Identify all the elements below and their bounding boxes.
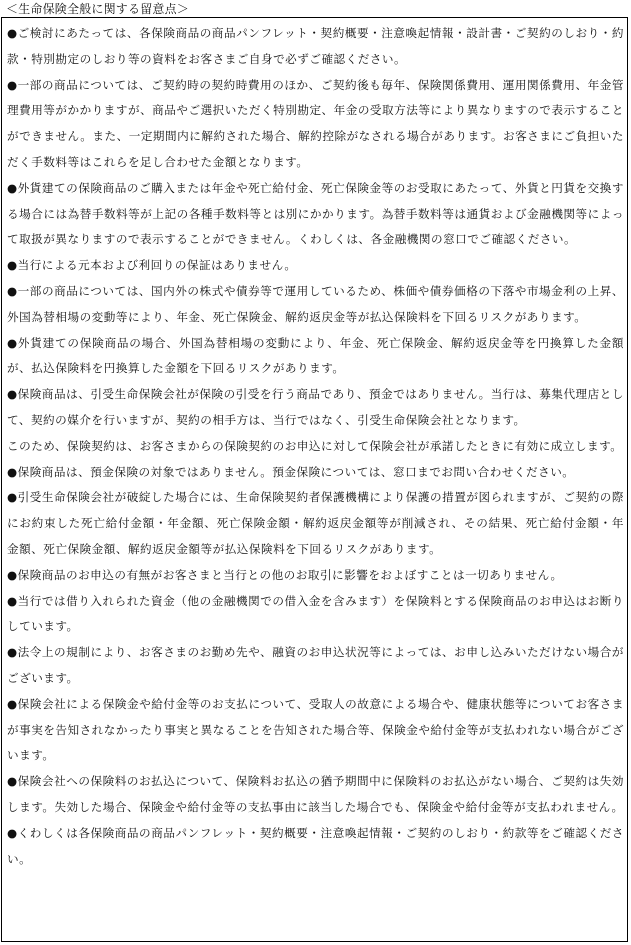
notice-item: ●保険商品のお申込の有無がお客さまと当行との他のお取引に影響をおよぼすことは一切ありません。 bbox=[7, 567, 563, 582]
notice-item: ●保険商品は、預金保険の対象ではありません。預金保険については、窓口までお問い合わせください。 bbox=[7, 464, 575, 479]
notice-item: ●引受生命保険会社が破綻した場合には、生命保険契約者保護機構により保護の措置が図られますが、ご契約の際にお約束した死亡給付金額・年金額、死亡保険金額・解約返戻金額等が削減され、その結果、死亡給付金額・年金額、死亡保険金額、解約返戻金額等が払込保険料を下回るリスクがあります。 bbox=[7, 490, 624, 556]
document-title: ＜生命保険全般に関する留意点＞ bbox=[6, 2, 190, 16]
notice-item: ●外貨建ての保険商品のご購入または年金や死亡給付金、死亡保険金等のお受取にあたって、外貨と円貨を交換する場合には為替手数料等が上記の各種手数料等とは別にかかります。為替手数料等は通貨および金融機関等によって取扱が異なりますので表示することができません。くわしくは、各金融機関の窓口でご確認ください。 bbox=[7, 180, 624, 247]
notice-item: ●当行では借り入れられた資金（他の金融機関での借入金を含みます）を保険料とする保険商品のお申込はお断りしています。 bbox=[7, 593, 624, 634]
notice-item: ●保険会社への保険料のお払込について、保険料お払込の猶予期間中に保険料のお払込がない場合、ご契約は失効します。失効した場合、保険金や給付金等の支払事由に該当した場合でも、保険金や給付金等が支払われません。 bbox=[7, 774, 624, 814]
notice-list bbox=[2, 18, 627, 872]
notice-item: ●保険商品は、引受生命保険会社が保険の引受を行う商品であり、預金ではありません。当行は、募集代理店として、契約の媒介を行いますが、契約の相手方は、当行ではなく、引受生命保険会社となります。 bbox=[7, 387, 624, 427]
notice-item: ●一部の商品については、ご契約時の契約時費用のほか、ご契約後も毎年、保険関係費用、運用関係費用、年金管理費用等がかかりますが、商品やご選択いただく特別勘定、年金の受取方法等により異なりますので表示することができません。また、一定期間内に解約された場合、解約控除がなされる場合があります。お客さまにご負担いただく手数料等はこれらを足し合わせた金額となります。 bbox=[7, 77, 624, 169]
notice-item: ●ご検討にあたっては、各保険商品の商品パンフレット・契約概要・注意喚起情報・設計書・ご契約のしおり・約款・特別勘定のしおり等の資料をお客さまご自身で必ずご確認ください。 bbox=[7, 26, 624, 66]
notice-item: ●一部の商品については、国内外の株式や債券等で運用しているため、株価や債券価格の下落や市場金利の上昇、外国為替相場の変動等により、年金、死亡保険金、解約返戻金等が払込保険料を下回るリスクがあります。 bbox=[7, 283, 624, 324]
notice-item: ●くわしくは各保険商品の商品パンフレット・契約概要・注意喚起情報・ご契約のしおり・約款等をご確認ください。 bbox=[7, 825, 624, 866]
notice-item: ●外貨建ての保険商品の場合、外国為替相場の変動により、年金、死亡保険金、解約返戻金等を円換算した金額が、払込保険料を円換算した金額を下回るリスクがあります。 bbox=[7, 335, 624, 376]
notice-item: ●当行による元本および利回りの保証はありません。 bbox=[7, 258, 297, 273]
notice-box bbox=[1, 17, 628, 942]
notice-item: ●法令上の規制により、お客さまのお勤め先や、融資のお申込状況等によっては、お申し込みいただけない場合がございます。 bbox=[7, 645, 624, 685]
notice-item: ●保険会社による保険金や給付金等のお支払について、受取人の故意による場合や、健康状態等についてお客さまが事実を告知されなかったり事実と異なることを告知された場合等、保険金や給付金等が支払われない場合がございます。 bbox=[7, 696, 624, 763]
notice-item: このため、保険契約は、お客さまからの保険契約のお申込に対して保険会社が承諾したときに有効に成立します。 bbox=[7, 438, 623, 453]
